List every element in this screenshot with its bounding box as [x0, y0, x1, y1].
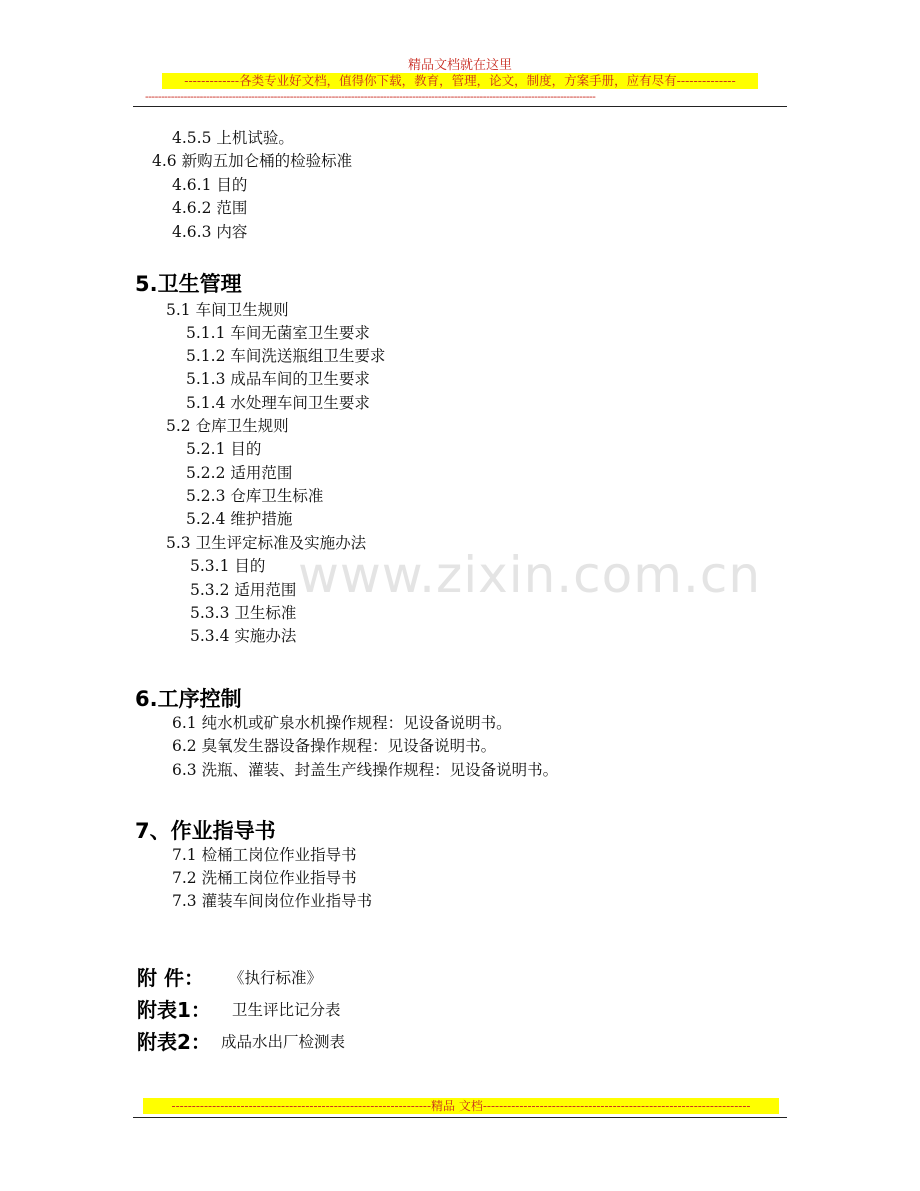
attachment-table-2-text: 成品水出厂检测表: [221, 1033, 346, 1051]
outline-7-2: 7.2 洗桶工岗位作业指导书: [172, 869, 357, 887]
outline-5-3-2: 5.3.2 适用范围: [190, 581, 297, 599]
outline-5-3: 5.3 卫生评定标准及实施办法: [166, 534, 367, 552]
attachment-table-1-label: 附表1：: [137, 998, 211, 1022]
header-title: 精品文档就在这里: [407, 58, 512, 73]
header-dash-line: --------------------------------------------------------------------------------------------------------------------------------------------: [145, 90, 596, 103]
heading-7: 7、作业指导书: [135, 819, 276, 843]
outline-5-1: 5.1 车间卫生规则: [166, 301, 289, 319]
outline-4-6-1: 4.6.1 目的: [172, 176, 248, 194]
appendix-text: 《执行标准》: [229, 969, 323, 987]
outline-5-2: 5.2 仓库卫生规则: [166, 417, 289, 435]
footer-rule: [133, 1117, 787, 1118]
outline-5-1-3: 5.1.3 成品车间的卫生要求: [186, 370, 370, 388]
outline-5-2-2: 5.2.2 适用范围: [186, 464, 293, 482]
header-rule: [133, 106, 787, 107]
outline-4-6-2: 4.6.2 范围: [172, 199, 248, 217]
outline-5-3-4: 5.3.4 实施办法: [190, 627, 297, 645]
header-banner: -------------各类专业好文档，值得你下载，教育，管理，论文，制度，方案手册，应有尽有--------------: [162, 73, 758, 89]
attachment-table-1-text: 卫生评比记分表: [232, 1001, 341, 1019]
outline-7-1: 7.1 检桶工岗位作业指导书: [172, 846, 357, 864]
outline-4-6-3: 4.6.3 内容: [172, 223, 248, 241]
outline-6-3: 6.3 洗瓶、灌装、封盖生产线操作规程：见设备说明书。: [172, 761, 559, 779]
outline-5-1-4: 5.1.4 水处理车间卫生要求: [186, 394, 370, 412]
outline-5-2-1: 5.2.1 目的: [186, 440, 262, 458]
watermark: www.zixin.com.cn: [298, 546, 762, 604]
outline-5-2-3: 5.2.3 仓库卫生标准: [186, 487, 324, 505]
outline-6-2: 6.2 臭氧发生器设备操作规程：见设备说明书。: [172, 737, 497, 755]
attachment-table-2-label: 附表2：: [137, 1030, 211, 1054]
outline-4-6: 4.6 新购五加仑桶的检验标准: [152, 152, 353, 170]
outline-6-1: 6.1 纯水机或矿泉水机操作规程：见设备说明书。: [172, 714, 512, 732]
outline-5-3-1: 5.3.1 目的: [190, 557, 266, 575]
outline-5-2-4: 5.2.4 维护措施: [186, 510, 293, 528]
heading-6: 6.工序控制: [135, 687, 242, 711]
heading-5: 5.卫生管理: [135, 272, 242, 296]
outline-5-1-1: 5.1.1 车间无菌室卫生要求: [186, 324, 370, 342]
appendix-label: 附 件：: [137, 966, 204, 990]
outline-5-1-2: 5.1.2 车间洗送瓶组卫生要求: [186, 347, 386, 365]
outline-7-3: 7.3 灌装车间岗位作业指导书: [172, 892, 373, 910]
outline-5-3-3: 5.3.3 卫生标准: [190, 604, 297, 622]
outline-4-5-5: 4.5.5 上机试验。: [172, 129, 294, 147]
footer-band: ----------------------------------------------------------------精品 文档------------------------------------------------------------------: [143, 1098, 779, 1114]
